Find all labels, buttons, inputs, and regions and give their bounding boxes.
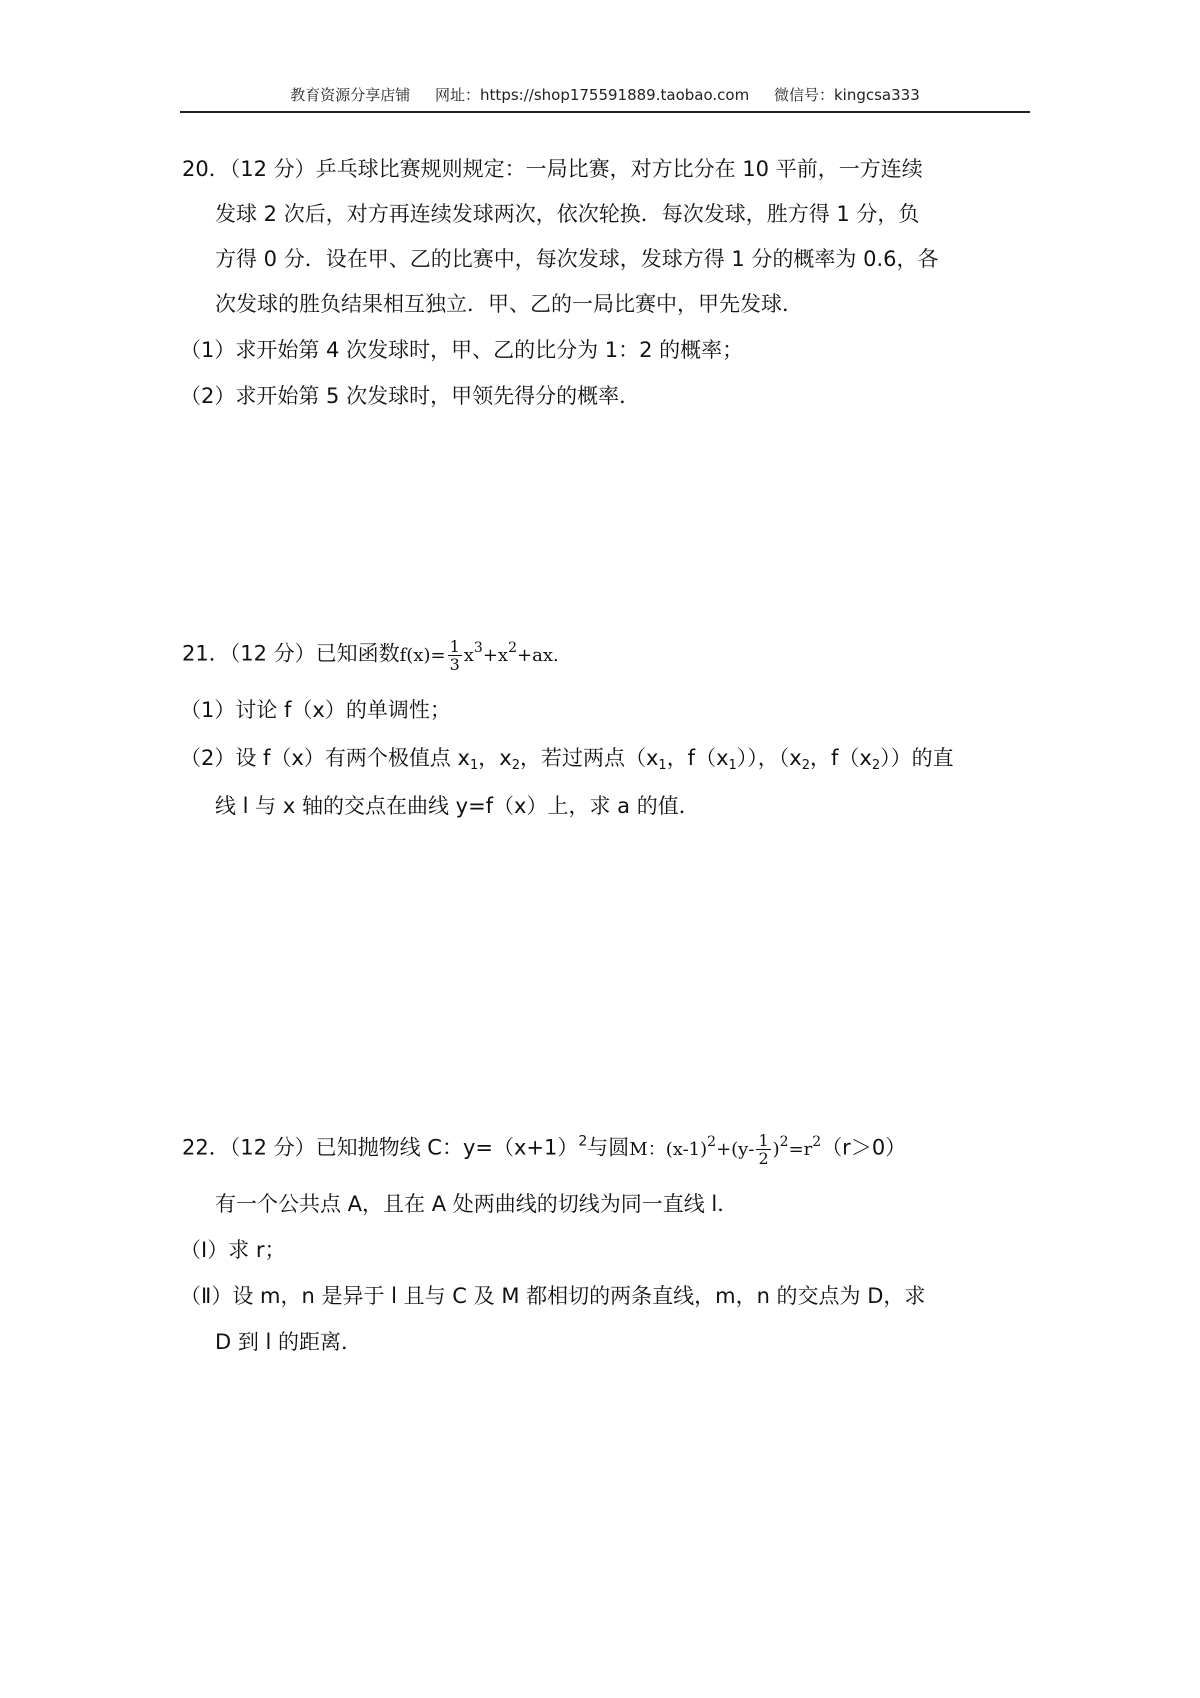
page-header <box>180 84 1030 112</box>
q22-eq-b: +(y- <box>716 1138 755 1160</box>
q22-line-2: 有一个公共点 A，且在 A 处两曲线的切线为同一直线 l． <box>215 1192 739 1216</box>
q22-eq-d: =r <box>788 1138 813 1160</box>
q21-frac-den: 3 <box>449 655 460 674</box>
q22-exp-c: 2 <box>812 1133 822 1150</box>
q21-p2-a: （2）设 f（x）有两个极值点 x <box>180 746 470 770</box>
q22-circle-formula <box>629 1131 822 1168</box>
q22-intro <box>182 1132 906 1167</box>
q21-plus-x: +x <box>482 644 509 666</box>
q21-sub-1a: 1 <box>469 758 479 773</box>
q21-intro-text: 21．（12 分）已知函数 <box>182 641 400 666</box>
header-divider <box>180 111 1030 113</box>
q21-part-1: （1）讨论 f（x）的单调性； <box>180 698 451 722</box>
q20-line-3: 方得 0 分．设在甲、乙的比赛中，每次发球，发球方得 1 分的概率为 0.6，各 <box>215 247 939 271</box>
q22-m-label: M： <box>629 1138 666 1160</box>
q21-sub-2b: 2 <box>801 758 811 773</box>
q22-eq-c: ) <box>772 1138 780 1160</box>
q21-exp2: 2 <box>508 639 517 656</box>
q21-intro <box>182 638 559 673</box>
q22-part-2-cont: D 到 l 的距离． <box>215 1330 363 1354</box>
q22-part-1: （Ⅰ）求 r； <box>180 1238 286 1262</box>
q21-tail: +ax. <box>517 644 559 666</box>
q20-line-2: 发球 2 次后，对方再连续发球两次，依次轮换．每次发球，胜方得 1 分，负 <box>215 202 920 226</box>
q22-condition: （r＞0） <box>821 1135 907 1160</box>
q21-exp3: 3 <box>473 639 483 656</box>
q21-part-2 <box>180 744 954 772</box>
q20-part-1: （1）求开始第 4 次发球时，甲、乙的比分为 1：2 的概率； <box>180 338 744 362</box>
q21-line-2: 线 l 与 x 轴的交点在曲线 y=f（x）上，求 a 的值． <box>215 794 700 818</box>
header-shop-name: 教育资源分享店铺 <box>290 86 411 104</box>
q20-part-2: （2）求开始第 5 次发球时，甲领先得分的概率． <box>180 384 641 408</box>
q22-frac-den: 2 <box>758 1149 769 1168</box>
q21-frac-num: 1 <box>449 637 460 656</box>
header-url: 网址：https://shop175591889.taobao.com <box>435 86 750 104</box>
q22-frac-num: 1 <box>758 1131 769 1150</box>
q21-p2-g: ））的直 <box>880 746 954 770</box>
q21-fraction <box>448 638 462 673</box>
q21-p2-f: ，f（x <box>810 746 872 770</box>
q22-part-2: （Ⅱ）设 m，n 是异于 l 且与 C 及 M 都相切的两条直线，m，n 的交点为 D，求 <box>180 1284 926 1308</box>
q22-circle-text: 与圆 <box>587 1135 630 1160</box>
q21-sub-2c: 2 <box>871 758 881 773</box>
q22-eq-a: (x-1) <box>665 1138 708 1160</box>
q22-exp-a: 2 <box>707 1133 717 1150</box>
q20-line-1: 20．（12 分）乒乓球比赛规则规定：一局比赛，对方比分在 10 平前，一方连续 <box>182 157 923 181</box>
q20-line-4: 次发球的胜负结果相互独立．甲、乙的一局比赛中，甲先发球． <box>215 292 803 316</box>
q21-f-left: f(x)= <box>399 644 446 666</box>
q21-sub-1b: 1 <box>658 758 667 773</box>
q21-p2-e: ）），（x <box>736 746 802 770</box>
q21-p2-c: ，若过两点（x <box>519 746 659 770</box>
q22-intro-text: 22．（12 分）已知抛物线 C：y=（x+1） <box>182 1135 579 1160</box>
header-wechat: 微信号：kingcsa333 <box>773 86 920 104</box>
q22-fraction <box>756 1132 770 1167</box>
q21-p2-b: ，x <box>478 746 512 770</box>
q21-sub-2a: 2 <box>511 758 520 773</box>
q22-parabola-exp: 2 <box>578 1133 588 1150</box>
q21-p2-d: ，f（x <box>666 746 729 770</box>
q21-function-formula <box>399 637 559 674</box>
q21-sub-1c: 1 <box>728 758 737 773</box>
q21-x: x <box>463 644 474 666</box>
q22-exp-b: 2 <box>779 1133 789 1150</box>
